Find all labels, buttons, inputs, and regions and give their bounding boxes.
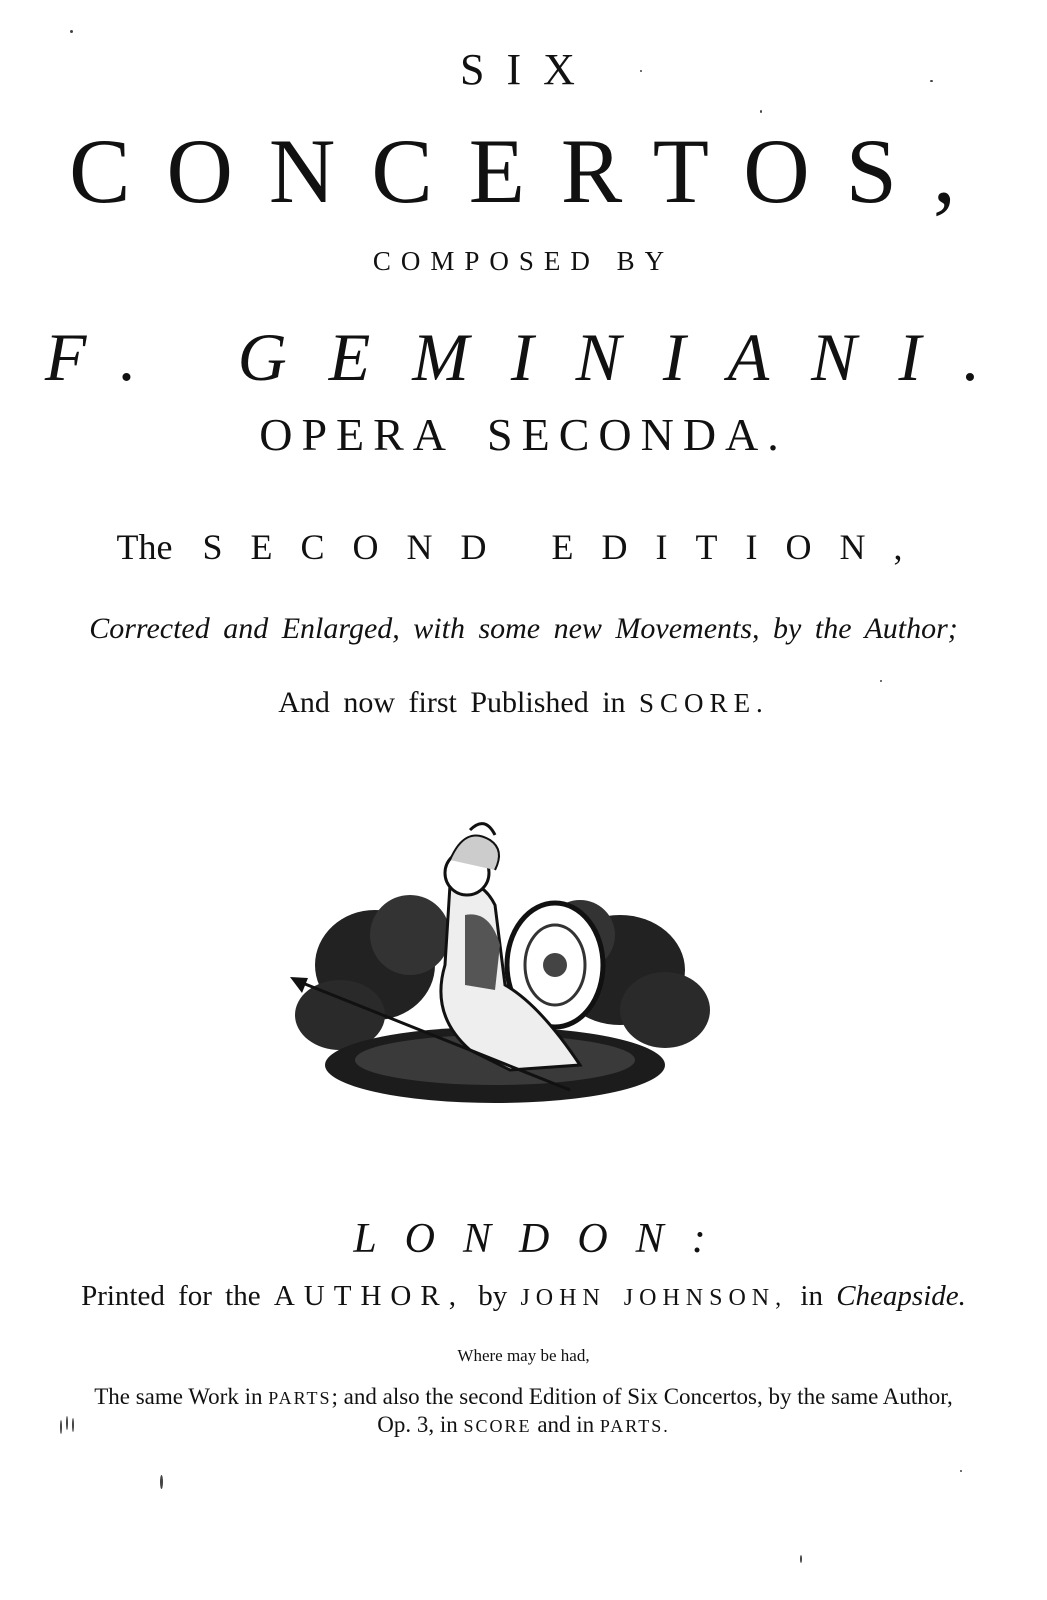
edition-the: The <box>116 527 173 567</box>
advert-op: Op. 3, in <box>377 1412 458 1437</box>
imprint-author: AUTHOR, <box>273 1280 465 1312</box>
advert-parts: PARTS <box>268 1388 332 1408</box>
published-score: SCORE. <box>639 688 769 718</box>
scan-speck <box>930 80 933 82</box>
edition-line <box>0 526 1047 568</box>
edition-text: SECOND EDITION, <box>202 527 931 567</box>
published-text: And now first Published in <box>278 686 626 719</box>
advert-second-edition: ; and also the second Edition of Six Concertos, by the same Author, <box>331 1384 953 1409</box>
composer-name: F. GEMINIANI. <box>44 319 1023 395</box>
composed-by: COMPOSED BY <box>372 246 675 276</box>
heading-six: SIX <box>460 45 597 94</box>
imprint-by: by <box>478 1280 508 1312</box>
imprint-printed-for: Printed for the <box>81 1280 261 1312</box>
heading-concertos: CONCERTOS, <box>69 120 992 222</box>
advert-and-in: and in <box>537 1412 595 1437</box>
published-line <box>0 686 1047 720</box>
scan-speck <box>960 1470 962 1472</box>
scan-speck <box>70 30 73 33</box>
scan-speck <box>880 680 882 682</box>
scan-speck <box>60 1420 62 1434</box>
advert-parts-2: PARTS. <box>599 1416 670 1436</box>
advert-work: The same Work in <box>94 1384 263 1409</box>
imprint-in: in <box>800 1280 823 1312</box>
imprint-place: Cheapside. <box>836 1280 966 1312</box>
scan-speck <box>66 1416 68 1430</box>
advert-score: SCORE <box>463 1416 532 1436</box>
scan-speck <box>800 1555 802 1563</box>
scan-speck <box>640 70 642 72</box>
corrected-line: Corrected and Enlarged, with some new Movements, by the Author; <box>89 612 958 645</box>
scan-speck <box>72 1418 74 1432</box>
minerva-engraving <box>280 815 720 1115</box>
imprint-line <box>0 1280 1047 1313</box>
where-line: Where may be had, <box>457 1346 590 1365</box>
place-london: LONDON: <box>353 1216 734 1262</box>
advert-line-2 <box>0 1412 1047 1438</box>
advert-line-1 <box>0 1384 1047 1410</box>
opus-line <box>0 408 1047 461</box>
imprint-printer: JOHN JOHNSON, <box>520 1285 788 1311</box>
scan-speck <box>160 1475 163 1489</box>
opus-number: SECONDA. <box>487 409 788 460</box>
opus-word: OPERA <box>259 409 456 460</box>
scan-speck <box>760 110 762 113</box>
